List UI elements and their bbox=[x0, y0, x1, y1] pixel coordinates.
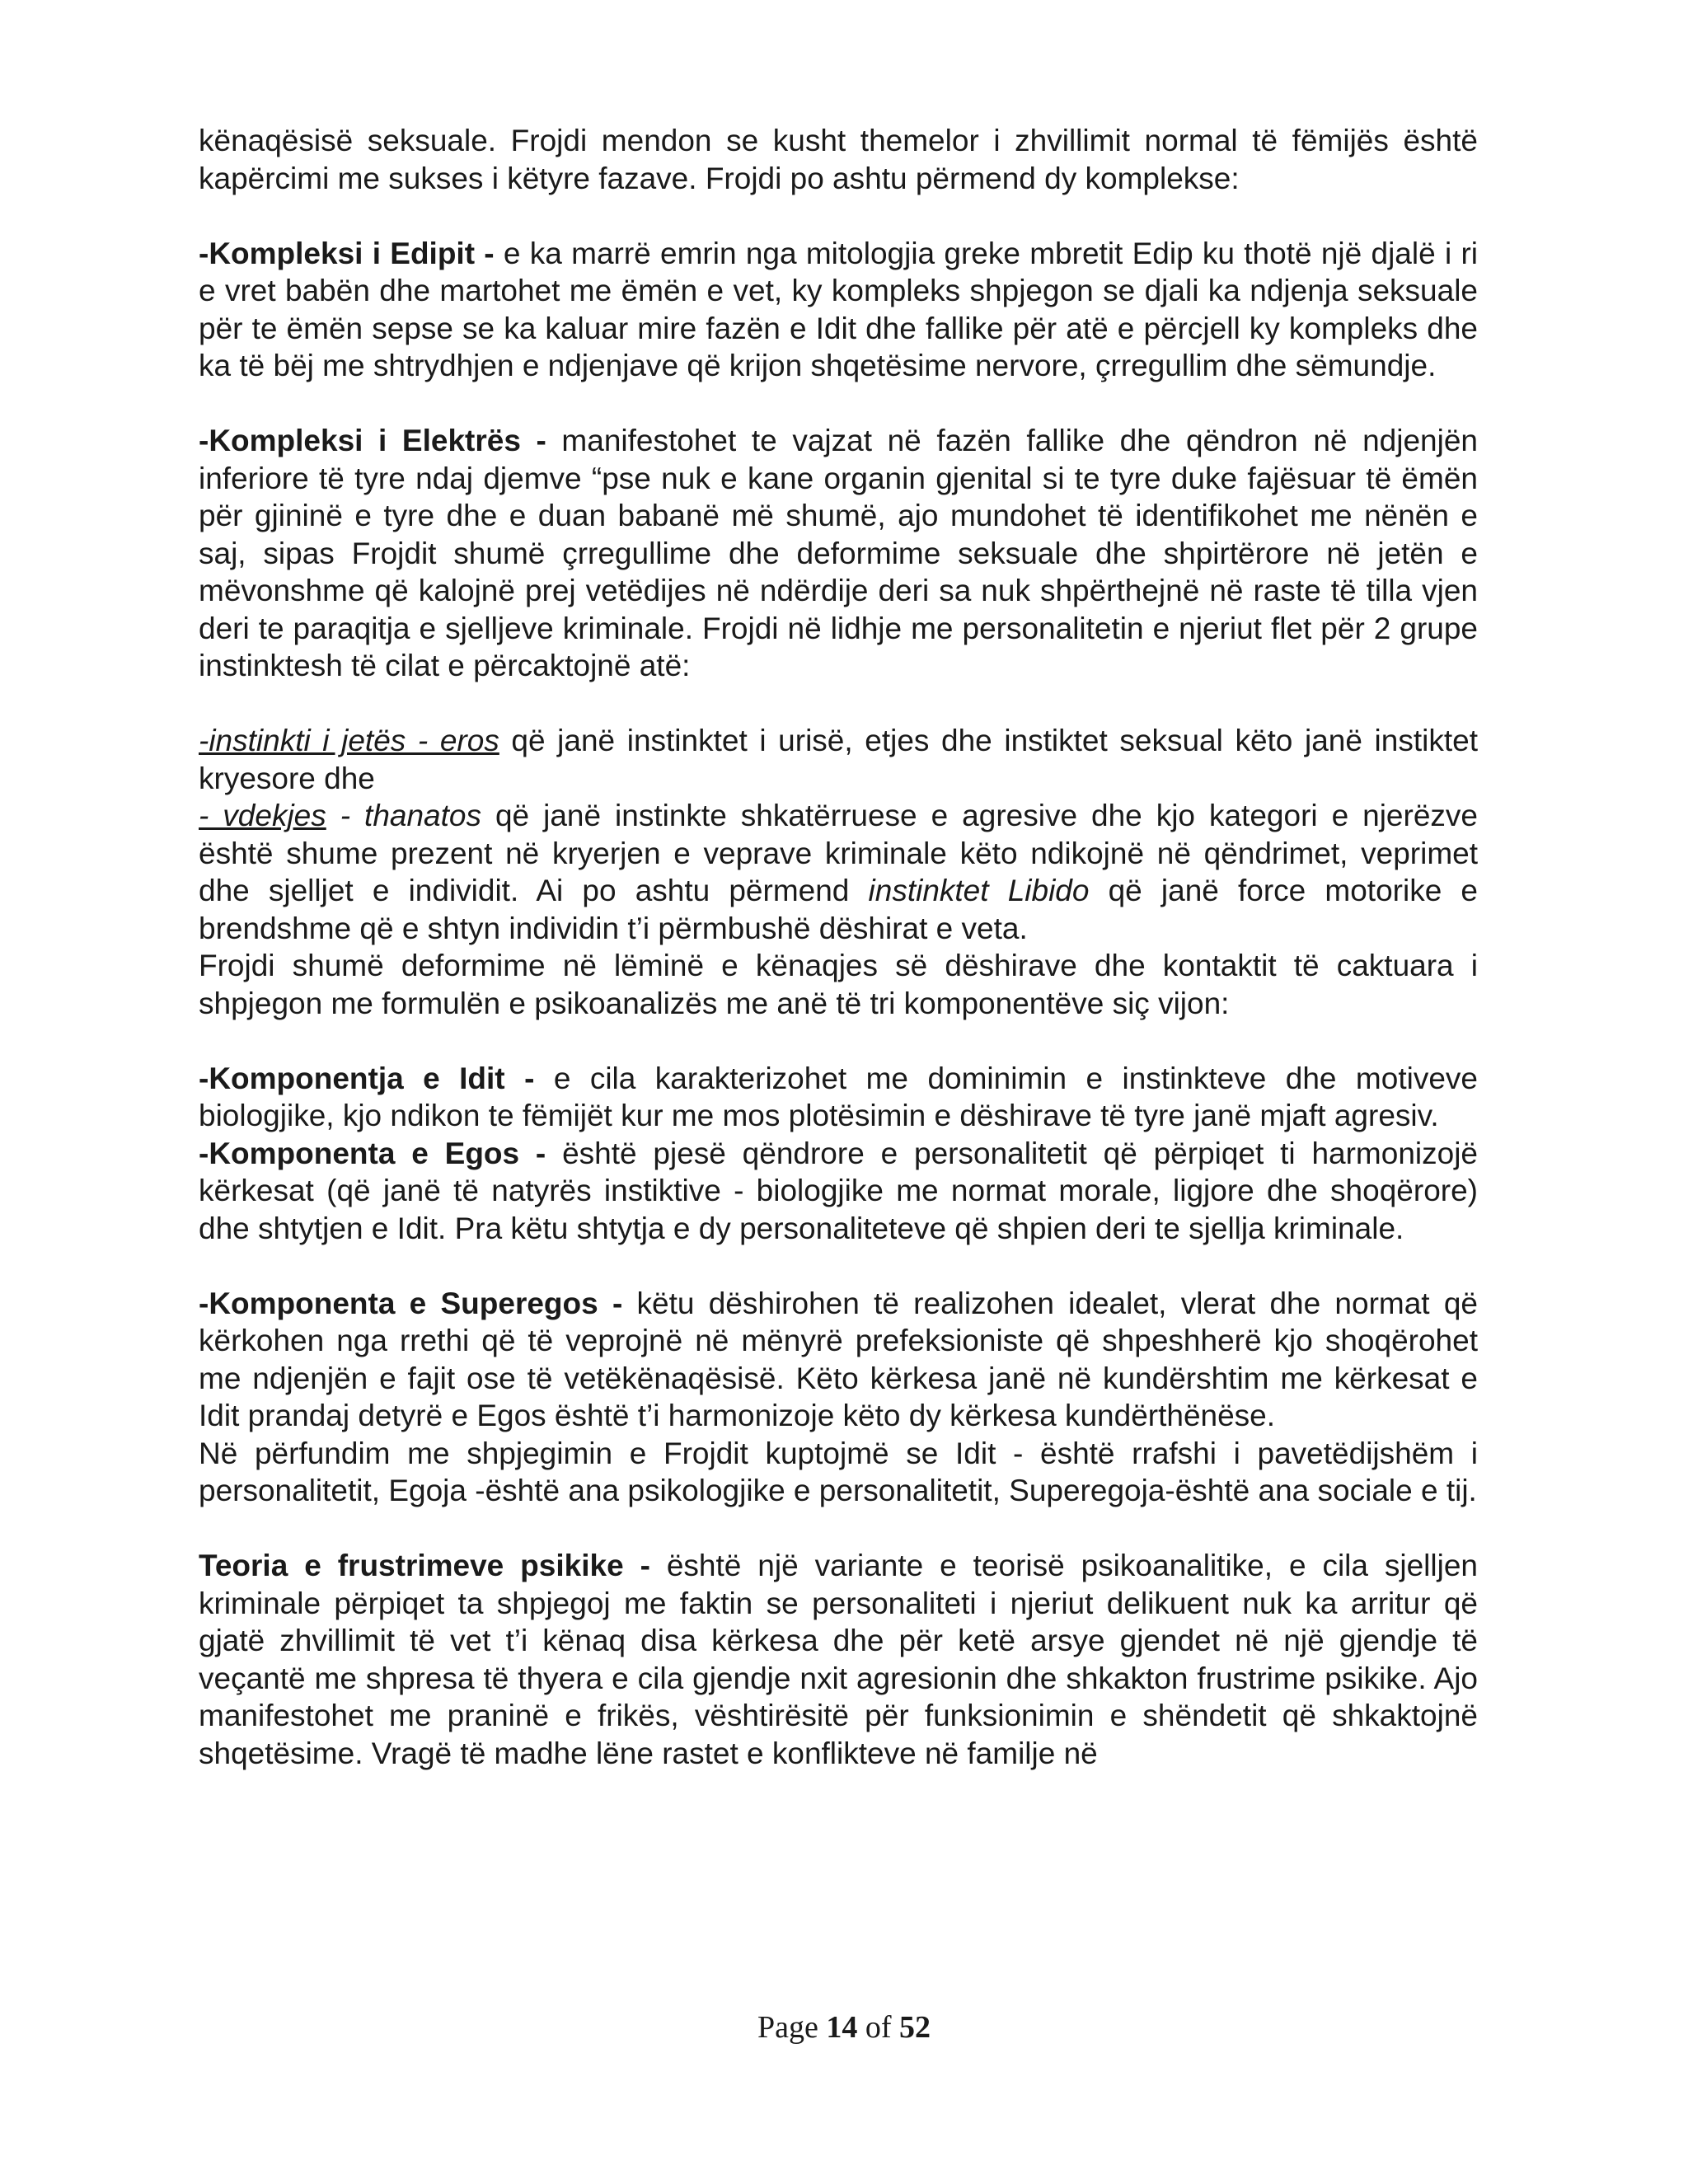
paragraph-text: manifestohet te vajzat në fazën fallike dhe qëndron në ndjenjën inferiore të tyre ndaj djemve “pse nuk e kane organin gjenital si te tyre duke fajësuar të ëmën për gjininë e tyre dhe e duan babanë më shumë, ajo mundohet të identifikohet me nënën e saj, sipas Frojdit shumë çrregullime dhe deformime seksuale dhe shpirtërore në jetën e mëvonshme që kalojnë prej vetëdijes në ndërdije deri sa nuk shpërthejnë në raste të tilla vjen deri te paraqitja e sjelljeve kriminale. Frojdi në lidhje me personalitetin e njeriut flet për 2 grupe instinktesh të cilat e përcaktojnë atë: bbox=[199, 424, 1478, 682]
current-page-number: 14 bbox=[826, 2010, 858, 2045]
term-italic: instinktet Libido bbox=[868, 874, 1090, 907]
paragraph: Frojdi shumë deformime në lëminë e kënaqjes së dëshirave dhe kontaktit të caktuara i shpjegon me formulën e psikoanalizës me anë të tri komponentëve siç vijon: bbox=[199, 949, 1478, 1020]
paragraph: Në përfundim me shpjegimin e Frojdit kuptojmë se Idit - është rrafshi i pavetëdijshëm i personalitetit, Egoja -është ana psikologjike e personalitetit, Superegoja-është ana sociale e tij. bbox=[199, 1436, 1478, 1507]
paragraph-text: këtu dëshirohen të realizohen idealet, vlerat dhe normat që kërkohen nga rrethi që të veprojnë në mënyrë prefeksioniste që shpeshherë kjo shoqërohet me ndjenjën e fajit ose të vetëkënaqësisë. Këto kërkesa janë në kundërshtim me kërkesat e Idit prandaj detyrë e Egos është t’i harmonizoje këto dy kërkesa kundërthënëse. bbox=[199, 1286, 1478, 1432]
paragraph-text: është një variante e teorisë psikoanalitike, e cila sjelljen kriminale përpiqet ta shpjegoj me faktin se personaliteti i njeriut delikuent nuk ka arritur që gjatë zhvillimit të vet t’i kënaq disa kërkesa dhe për ketë arsye gjendet në një gjendje të veçantë me shpresa të thyera e cila gjendje nxit agresionin dhe shkakton frustrime psikike. Ajo manifestohet me praninë e frikës, vështirësitë për funksionimin e shëndetit që shkaktojnë shqetësime. Vragë të madhe lëne rastet e konflikteve në familje në bbox=[199, 1549, 1479, 1770]
paragraph-kompleksi-edipit bbox=[199, 235, 1478, 385]
total-pages-number: 52 bbox=[899, 2010, 931, 2045]
paragraph-komponenta-superegos bbox=[199, 1285, 1478, 1435]
paragraph-text: është pjesë qëndrore e personalitetit që përpiqet ti harmonizojë kërkesat (që janë të natyrës instiktive - biologjike me normat morale, ligjore dhe shoqërore) dhe shtytjen e Idit. Pra këtu shtytja e dy personaliteteve që shpien deri te sjellja kriminale. bbox=[199, 1136, 1478, 1245]
term-italic-underlined: -instinkti i jetës - eros bbox=[199, 724, 499, 757]
paragraph-kompleksi-elektres bbox=[199, 422, 1478, 685]
page-number-footer bbox=[0, 2009, 1688, 2046]
paragraph-text: që janë instinkte shkatërruese e agresive dhe kjo kategori e njerëzve është shume prezent në kryerjen e veprave kriminale këto ndikojnë në qëndrimet, veprimet dhe sjelljet e individit. Ai po ashtu përmend bbox=[199, 799, 1478, 907]
paragraph-komponentja-idit bbox=[199, 1060, 1478, 1135]
term-heading: Teoria e frustrimeve psikike - bbox=[199, 1549, 650, 1582]
term-italic: - thanatos bbox=[326, 799, 481, 832]
paragraph-komponenta-egos bbox=[199, 1135, 1478, 1248]
term-heading: -Kompleksi i Elektrës - bbox=[199, 424, 546, 457]
document-body bbox=[199, 122, 1478, 1772]
term-heading: -Komponenta e Superegos - bbox=[199, 1286, 623, 1320]
paragraph-text: e cila karakterizohet me dominimin e instinkteve dhe motiveve biologjike, kjo ndikon te fëmijët kur me mos plotësimin e dëshirave të tyre janë mjaft agresiv. bbox=[199, 1061, 1478, 1132]
page-of-label: of bbox=[857, 2010, 900, 2045]
paragraph-text: që janë instinktet i urisë, etjes dhe instiktet seksual këto janë instiktet kryesore dhe bbox=[199, 724, 1478, 795]
paragraph-vdekjes bbox=[199, 797, 1478, 947]
term-heading: -Komponentja e Idit - bbox=[199, 1061, 535, 1095]
page-label: Page bbox=[757, 2010, 827, 2045]
paragraph-instinkti-jetes bbox=[199, 722, 1478, 797]
term-italic-underlined: - vdekjes bbox=[199, 799, 326, 832]
paragraph-text: e ka marrë emrin nga mitologjia greke mbretit Edip ku thotë një djalë i ri e vret babën dhe martohet me ëmën e vet, ky kompleks shpjegon se djali ka ndjenja seksuale për te ëmën sepse se ka kaluar mire fazën e Idit dhe fallike për atë e përcjell ky kompleks dhe ka të bëj me shtrydhjen e ndjenjave që krijon shqetësime nervore, çrregullim dhe sëmundje. bbox=[199, 236, 1478, 382]
paragraph-text: që janë force motorike e brendshme që e shtyn individin t’i përmbushë dëshirat e veta. bbox=[199, 874, 1479, 945]
paragraph: kënaqësisë seksuale. Frojdi mendon se kusht themelor i zhvillimit normal të fëmijës është kapërcimi me sukses i këtyre fazave. Frojdi po ashtu përmend dy komplekse: bbox=[199, 124, 1478, 195]
paragraph-teoria-frustrimeve bbox=[199, 1547, 1478, 1772]
term-heading: -Kompleksi i Edipit - bbox=[199, 236, 495, 270]
term-heading: -Komponenta e Egos - bbox=[199, 1136, 546, 1170]
